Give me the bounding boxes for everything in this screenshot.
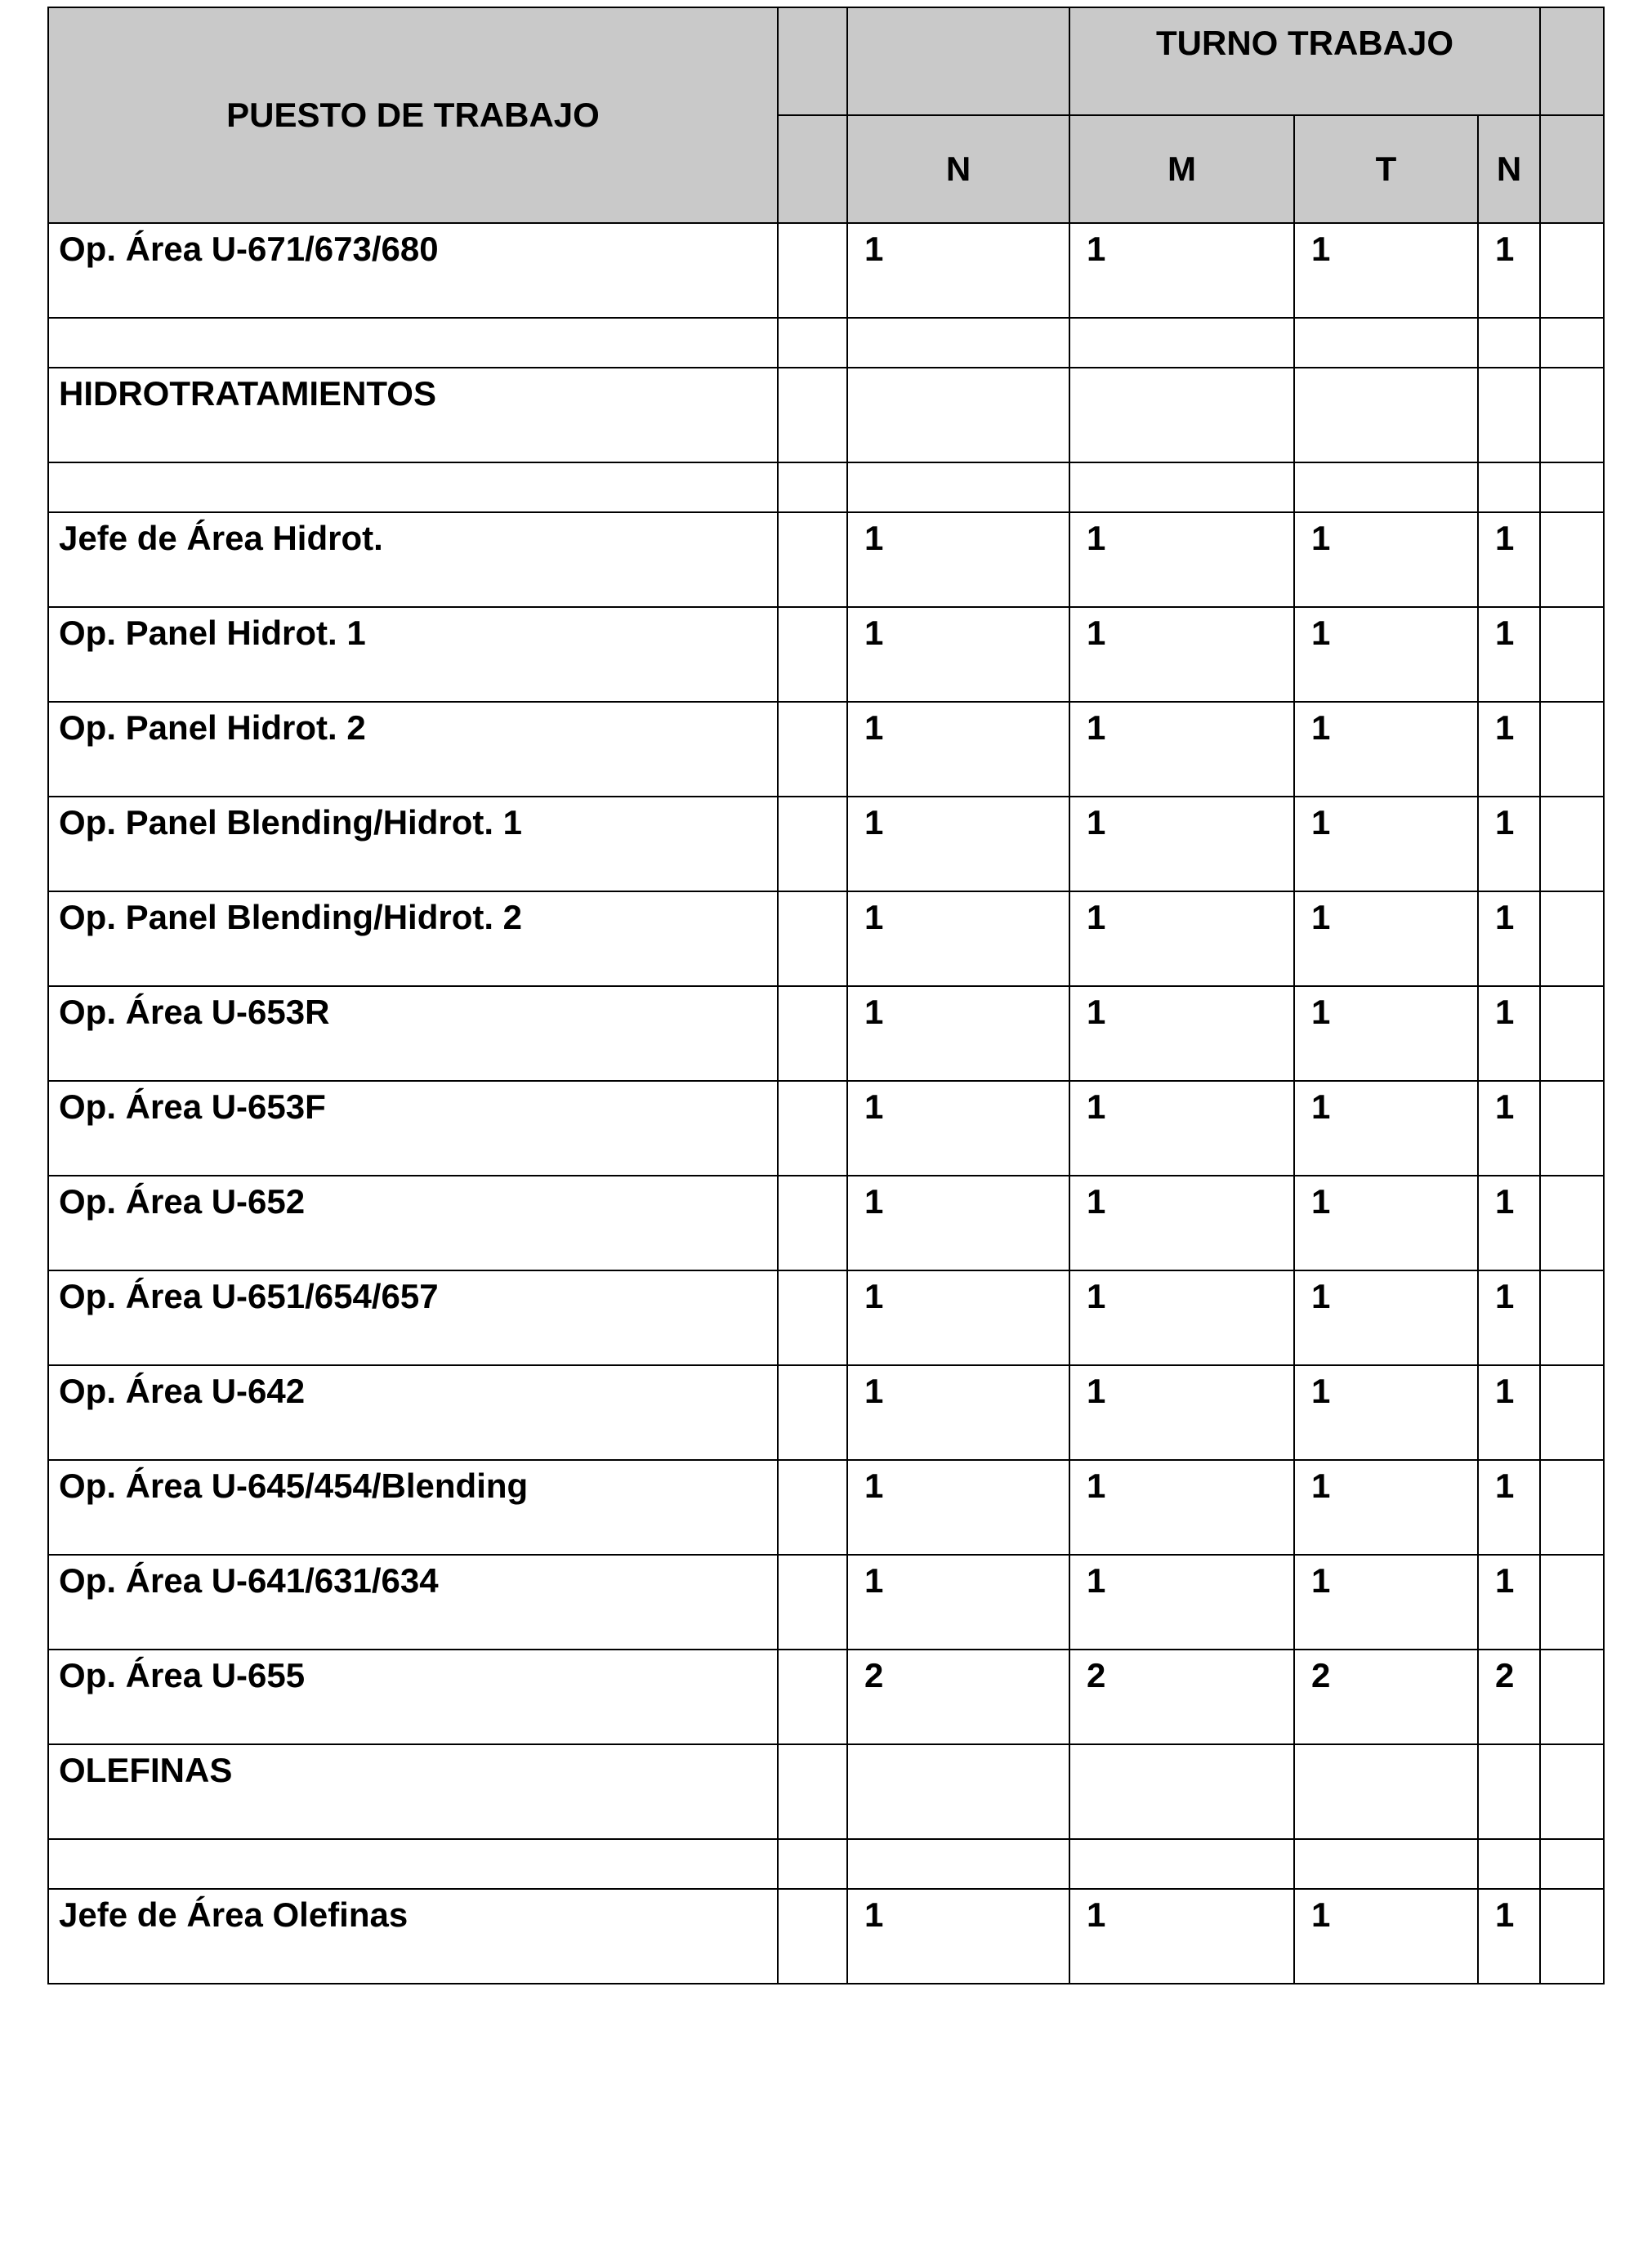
blank-cell <box>778 1270 847 1365</box>
shift-value-cell: 1 <box>1294 1081 1478 1176</box>
header-blank-cell <box>778 115 847 223</box>
puesto-cell: Op. Panel Blending/Hidrot. 2 <box>48 891 778 986</box>
shift-value-cell <box>1478 462 1540 512</box>
shift-value-cell: 1 <box>1478 512 1540 607</box>
shift-value-cell: 2 <box>1069 1650 1294 1744</box>
blank-cell <box>1540 891 1604 986</box>
shift-value-cell: 1 <box>1478 1176 1540 1270</box>
shift-value-cell: 1 <box>847 1460 1069 1555</box>
blank-cell <box>1540 607 1604 702</box>
puesto-cell: Op. Área U-653R <box>48 986 778 1081</box>
header-blank-cell <box>778 7 847 115</box>
puesto-cell: Op. Área U-642 <box>48 1365 778 1460</box>
blank-cell <box>778 1081 847 1176</box>
table-row <box>48 462 1604 512</box>
shift-value-cell: 1 <box>847 1081 1069 1176</box>
shift-value-cell: 1 <box>847 512 1069 607</box>
table-row <box>48 1839 1604 1889</box>
header-blank-cell <box>847 7 1069 115</box>
table-row <box>48 1270 1604 1365</box>
blank-cell <box>778 318 847 368</box>
blank-cell <box>1540 797 1604 891</box>
table-row <box>48 1176 1604 1270</box>
blank-cell <box>778 1889 847 1984</box>
blank-cell <box>778 986 847 1081</box>
blank-cell <box>1540 1365 1604 1460</box>
puesto-cell <box>48 462 778 512</box>
shift-value-cell: 1 <box>847 797 1069 891</box>
shift-value-cell: 1 <box>1294 1270 1478 1365</box>
blank-cell <box>1540 1889 1604 1984</box>
shift-value-cell: 1 <box>847 1365 1069 1460</box>
shift-value-cell <box>1294 462 1478 512</box>
shift-value-cell: 1 <box>1294 1555 1478 1650</box>
shift-value-cell: 1 <box>1478 1460 1540 1555</box>
blank-cell <box>1540 702 1604 797</box>
shift-value-cell: 1 <box>847 223 1069 318</box>
shift-value-cell <box>1478 1839 1540 1889</box>
puesto-cell: Op. Panel Hidrot. 1 <box>48 607 778 702</box>
header-blank-cell <box>1540 7 1604 115</box>
header-blank-cell <box>1540 115 1604 223</box>
blank-cell <box>1540 318 1604 368</box>
table-row <box>48 797 1604 891</box>
table-row <box>48 1650 1604 1744</box>
shift-value-cell: 1 <box>1294 702 1478 797</box>
blank-cell <box>778 1839 847 1889</box>
shift-value-cell: 1 <box>847 1176 1069 1270</box>
table-row <box>48 1081 1604 1176</box>
shift-value-cell <box>1478 318 1540 368</box>
shift-value-cell: 1 <box>1294 986 1478 1081</box>
table-row <box>48 368 1604 462</box>
table-row <box>48 223 1604 318</box>
shift-value-cell: 1 <box>1294 512 1478 607</box>
puesto-cell: Op. Área U-651/654/657 <box>48 1270 778 1365</box>
shift-value-cell: 2 <box>1294 1650 1478 1744</box>
table-row <box>48 607 1604 702</box>
shift-value-cell: 1 <box>1478 1270 1540 1365</box>
blank-cell <box>778 1555 847 1650</box>
blank-cell <box>778 1650 847 1744</box>
puesto-cell <box>48 1839 778 1889</box>
shift-value-cell <box>1069 318 1294 368</box>
blank-cell <box>1540 1270 1604 1365</box>
shift-value-cell: 1 <box>1478 1555 1540 1650</box>
puesto-cell: Jefe de Área Hidrot. <box>48 512 778 607</box>
table-row <box>48 986 1604 1081</box>
shift-value-cell: 1 <box>1069 1460 1294 1555</box>
puesto-cell: Jefe de Área Olefinas <box>48 1889 778 1984</box>
blank-cell <box>778 797 847 891</box>
blank-cell <box>1540 462 1604 512</box>
shift-value-cell: 1 <box>847 607 1069 702</box>
shift-code-header: N <box>1478 115 1540 223</box>
shift-value-cell: 1 <box>1294 797 1478 891</box>
table-row <box>48 1555 1604 1650</box>
shift-value-cell: 1 <box>1294 607 1478 702</box>
shift-value-cell: 1 <box>1478 1365 1540 1460</box>
blank-cell <box>1540 1650 1604 1744</box>
shift-value-cell <box>847 1839 1069 1889</box>
blank-cell <box>778 1365 847 1460</box>
shift-value-cell <box>847 318 1069 368</box>
blank-cell <box>1540 1176 1604 1270</box>
shift-value-cell: 1 <box>1069 1555 1294 1650</box>
blank-cell <box>1540 512 1604 607</box>
blank-cell <box>778 368 847 462</box>
blank-cell <box>778 891 847 986</box>
table-row <box>48 1365 1604 1460</box>
shift-value-cell <box>1069 368 1294 462</box>
blank-cell <box>1540 1460 1604 1555</box>
shift-value-cell <box>847 1744 1069 1839</box>
blank-cell <box>778 1460 847 1555</box>
puesto-cell: Op. Panel Blending/Hidrot. 1 <box>48 797 778 891</box>
table-row <box>48 1744 1604 1839</box>
header-row-1 <box>48 7 1604 115</box>
turno-header: TURNO TRABAJO <box>1069 7 1540 115</box>
blank-cell <box>1540 223 1604 318</box>
shift-value-cell <box>1478 1744 1540 1839</box>
staffing-sheet <box>47 7 1605 1984</box>
puesto-cell: Op. Área U-671/673/680 <box>48 223 778 318</box>
puesto-cell: Op. Panel Hidrot. 2 <box>48 702 778 797</box>
table-row <box>48 1460 1604 1555</box>
blank-cell <box>1540 368 1604 462</box>
shift-value-cell: 1 <box>1294 1460 1478 1555</box>
shift-value-cell: 1 <box>1478 607 1540 702</box>
shift-code-header: N <box>847 115 1069 223</box>
shift-value-cell <box>1069 462 1294 512</box>
shift-value-cell <box>1294 1744 1478 1839</box>
shift-value-cell: 1 <box>1478 891 1540 986</box>
shift-value-cell: 1 <box>1478 797 1540 891</box>
blank-cell <box>778 223 847 318</box>
shift-value-cell: 1 <box>1294 891 1478 986</box>
shift-value-cell: 1 <box>1294 223 1478 318</box>
puesto-header: PUESTO DE TRABAJO <box>48 7 778 223</box>
shift-value-cell: 1 <box>1478 1081 1540 1176</box>
blank-cell <box>1540 1839 1604 1889</box>
shift-value-cell: 1 <box>1069 1176 1294 1270</box>
shift-value-cell: 1 <box>847 891 1069 986</box>
blank-cell <box>778 1176 847 1270</box>
blank-cell <box>778 702 847 797</box>
blank-cell <box>1540 1081 1604 1176</box>
table-row <box>48 318 1604 368</box>
shift-value-cell <box>1069 1744 1294 1839</box>
shift-value-cell: 1 <box>1069 1889 1294 1984</box>
shift-value-cell: 1 <box>1069 702 1294 797</box>
blank-cell <box>778 607 847 702</box>
shift-value-cell: 1 <box>1069 1365 1294 1460</box>
puesto-cell: OLEFINAS <box>48 1744 778 1839</box>
shift-value-cell: 1 <box>1478 986 1540 1081</box>
puesto-cell: Op. Área U-652 <box>48 1176 778 1270</box>
blank-cell <box>1540 1555 1604 1650</box>
shift-value-cell: 1 <box>1069 891 1294 986</box>
shift-value-cell: 1 <box>847 1889 1069 1984</box>
shift-staffing-table <box>47 7 1605 1984</box>
shift-value-cell: 2 <box>1478 1650 1540 1744</box>
blank-cell <box>778 462 847 512</box>
shift-value-cell: 1 <box>1069 1270 1294 1365</box>
shift-value-cell: 1 <box>1478 223 1540 318</box>
shift-value-cell: 1 <box>1294 1365 1478 1460</box>
shift-value-cell <box>1294 368 1478 462</box>
shift-value-cell: 1 <box>847 1270 1069 1365</box>
table-row <box>48 891 1604 986</box>
shift-value-cell: 1 <box>847 986 1069 1081</box>
blank-cell <box>778 1744 847 1839</box>
shift-value-cell: 1 <box>1294 1176 1478 1270</box>
puesto-cell: Op. Área U-645/454/Blending <box>48 1460 778 1555</box>
shift-value-cell: 2 <box>847 1650 1069 1744</box>
shift-value-cell <box>1294 1839 1478 1889</box>
shift-value-cell <box>1069 1839 1294 1889</box>
shift-value-cell: 1 <box>1069 986 1294 1081</box>
table-row <box>48 512 1604 607</box>
shift-value-cell: 1 <box>1069 607 1294 702</box>
shift-value-cell: 1 <box>1294 1889 1478 1984</box>
shift-value-cell: 1 <box>1069 512 1294 607</box>
shift-value-cell <box>847 368 1069 462</box>
shift-code-header: M <box>1069 115 1294 223</box>
shift-value-cell <box>1478 368 1540 462</box>
shift-value-cell <box>1294 318 1478 368</box>
shift-value-cell: 1 <box>1069 223 1294 318</box>
shift-value-cell: 1 <box>1478 702 1540 797</box>
table-row <box>48 702 1604 797</box>
puesto-cell: Op. Área U-641/631/634 <box>48 1555 778 1650</box>
shift-value-cell: 1 <box>1478 1889 1540 1984</box>
puesto-cell: HIDROTRATAMIENTOS <box>48 368 778 462</box>
shift-value-cell: 1 <box>847 1555 1069 1650</box>
blank-cell <box>1540 1744 1604 1839</box>
shift-value-cell: 1 <box>1069 797 1294 891</box>
shift-value-cell: 1 <box>847 702 1069 797</box>
table-row <box>48 1889 1604 1984</box>
puesto-cell <box>48 318 778 368</box>
blank-cell <box>778 512 847 607</box>
shift-value-cell: 1 <box>1069 1081 1294 1176</box>
shift-value-cell <box>847 462 1069 512</box>
puesto-cell: Op. Área U-655 <box>48 1650 778 1744</box>
puesto-cell: Op. Área U-653F <box>48 1081 778 1176</box>
blank-cell <box>1540 986 1604 1081</box>
shift-code-header: T <box>1294 115 1478 223</box>
